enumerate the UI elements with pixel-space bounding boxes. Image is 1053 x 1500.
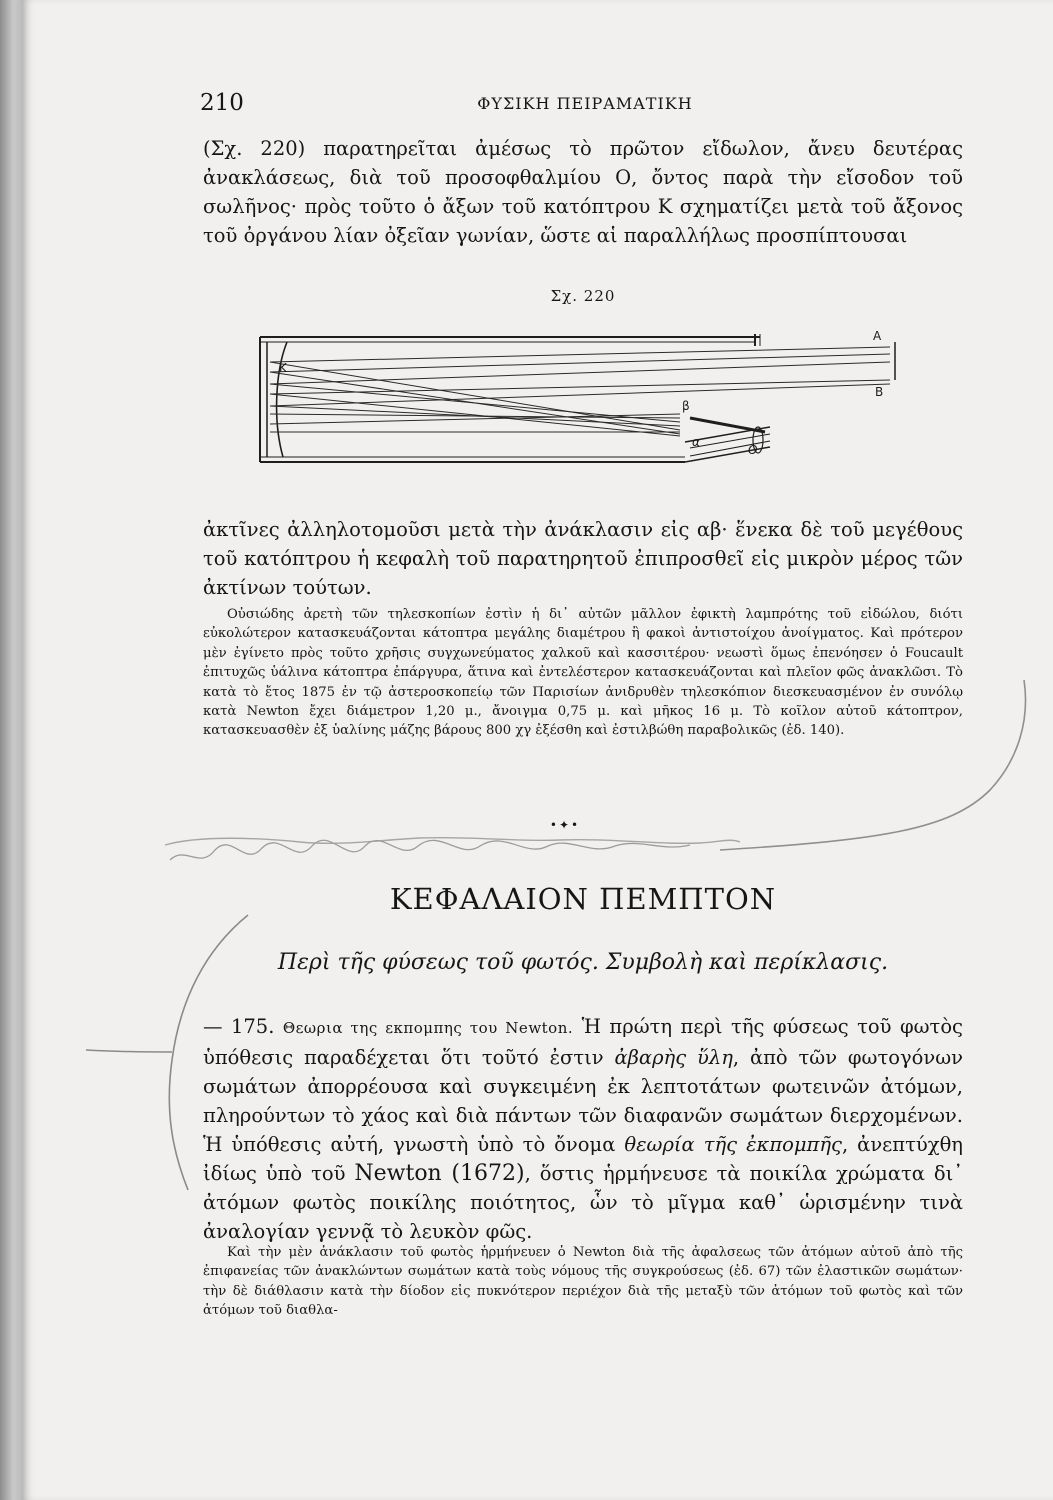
book-gutter <box>0 0 22 1500</box>
section-text-4: , ὅστις ἡρμήνευσε τὰ ποικίλα χρώματα δι᾽ ἀτόμων φωτὸς ποικίλης ποιότητος, ὧν τὸ μῖγμα καθ᾽ ὡρισμένην τινὰ ἀναλογίαν γεννᾷ τὸ λευκὸν φῶς. <box>203 1162 963 1243</box>
chapter-subtitle: Περὶ τῆς φύσεως τοῦ φωτός. Συμβολὴ καὶ περίκλασις. <box>277 950 889 975</box>
section-number: — 175. <box>203 1015 283 1038</box>
label-eyepiece: O <box>748 443 758 457</box>
section-text-1: Ἡ πρώτη περὶ τῆς φύσεως τοῦ φωτὸς ὑπόθεσις παραδέχεται ὅτι τοῦτό ἐστιν <box>203 1015 963 1069</box>
reflecting-plate <box>690 418 765 432</box>
emphasis-weightless-matter: ἀβαρὴς ὕλη <box>614 1046 733 1069</box>
chapter-title: ΚΕΦΑΛΑΙΟΝ ΠΕΜΠΤΟΝ <box>389 882 777 916</box>
label-mirror: Κ <box>279 361 287 375</box>
section-175-paragraph <box>203 1012 963 1246</box>
concave-mirror <box>277 342 287 457</box>
telescope-diagram <box>255 322 915 472</box>
intro-paragraph: (Σχ. 220) παρατηρεῖται ἀμέσως τὸ πρῶτον εἴδωλον, ἄνευ δευτέρας ἀνακλάσεως, διὰ τοῦ προσοφθαλμίου Ο, ὄντος παρὰ τὴν εἴσοδον τοῦ σωλῆνος· πρὸς τοῦτο ὁ ἄξων τοῦ κατόπτρου Κ σχηματίζει μετὰ τοῦ ἄξονος τοῦ ὀργάνου λίαν ὀξεῖαν γωνίαν, ὥστε αἱ παραλλήλως προσπίπτουσαι <box>203 137 963 247</box>
section-heading: Θεωρια της εκπομπης του Newton. <box>282 1019 574 1037</box>
separator-ornament: •✦• <box>549 818 581 832</box>
figure-caption: Σχ. 220 <box>550 287 616 305</box>
emphasis-emission-theory: θεωρία τῆς ἐκπομπῆς <box>624 1133 842 1156</box>
section-text-3: , ἀνεπτύχθη ἰδίως ὑπὸ τοῦ <box>203 1133 963 1185</box>
label-beta: β <box>682 399 690 413</box>
small-print-continuation: Καὶ τὴν μὲν ἀνάκλασιν τοῦ φωτὸς ἡρμήνευεν ὁ Newton διὰ τῆς ἀφαλσεως τῶν ἀτόμων αὐτοῦ ἀπὸ τῆς ἐπιφανείας τῶν ἀνακλώντων σωμάτων κατὰ τοὺς νόμους τῆς συγκρούσεως (ἐδ. 67) τῶν ἐλαστικῶν σωμάτων· τὴν δὲ διάθλασιν κατὰ τὴν δίοδον εἰς πυκνότερον περιέχον διὰ τῆς μεταξὺ τῶν ἀτόμων τοῦ φωτὸς καὶ τῶν ἀτόμων τοῦ διαθλα- <box>203 1245 963 1319</box>
label-ray-a: Α <box>873 329 882 343</box>
after-figure-paragraph: ἀκτῖνες ἀλληλοτομοῦσι μετὰ τὴν ἀνάκλασιν εἰς αβ· ἕνεκα δὲ τοῦ μεγέθους τοῦ κατόπτρου ἡ κεφαλὴ τοῦ παρατηρητοῦ ἐπιπροσθεῖ εἰς μικρὸν μέρος τῶν ἀκτίνων τούτων. <box>203 518 963 599</box>
small-print-note: Οὐσιώδης ἀρετὴ τῶν τηλεσκοπίων ἐστὶν ἡ δι᾽ αὐτῶν μᾶλλον ἐφικτὴ λαμπρότης τοῦ εἰδώλου, διότι εὐκολώτερον κατασκευάζονται κάτοπτρα μεγάλης διαμέτρου ἢ φακοὶ ἀντιστοίχου ἀνοίγματος. Καὶ πρότερον μὲν ἐγίνετο πρὸς τοῦτο χρῆσις συγχωνεύματος χαλκοῦ καὶ κασσιτέρου· νεωστὶ ὅμως ἐπενόησεν ὁ Foucault ἐπιτυχῶς ὑάλινα κάτοπτρα ἐπάργυρα, ἅτινα καὶ ἐντελέστερον κατασκευάζονται καὶ πλεῖον φῶς ἀνακλῶσι. Τὸ κατὰ τὸ ἔτος 1875 ἐν τῷ ἀστεροσκοπείῳ τῶν Παρισίων ἀνιδρυθὲν τηλεσκόπιον διεσκευασμένον ἐν συνόλῳ κατὰ Newton ἔχει διάμετρον 1,20 μ., ἄνοιγμα 0,75 μ. καὶ μῆκος 16 μ. Τὸ κοῖλον αὐτοῦ κάτοπτρον, κατασκευασθὲν ἐξ ὑαλίνης μάζης βάρους 800 χγ ἐξέσθη καὶ ἐστιλβώθη παραβολικῶς (ἐδ. 140). <box>203 607 963 739</box>
section-text-2: , ἀπὸ τῶν φωτογόνων σωμάτων ἀπορρέουσα καὶ συγκειμένη ἐκ λεπτοτάτων φωτεινῶν ἀτόμων, πληρούντων τὸ χάος καὶ διὰ πάντων τῶν διαφανῶν σωμάτων διερχομένων. Ἡ ὑπόθεσις αὐτή, γνωστὴ ὑπὸ τὸ ὄνομα <box>203 1046 963 1156</box>
light-rays <box>270 347 890 436</box>
label-alpha: α <box>692 435 700 449</box>
label-ray-b: Β <box>875 385 884 399</box>
running-title: ΦΥΣΙΚΗ ΠΕΙΡΑΜΑΤΙΚΗ <box>477 94 693 113</box>
telescope-tube <box>260 334 760 462</box>
page-number: 210 <box>200 90 244 116</box>
newton-year: Newton (1672) <box>354 1161 525 1186</box>
